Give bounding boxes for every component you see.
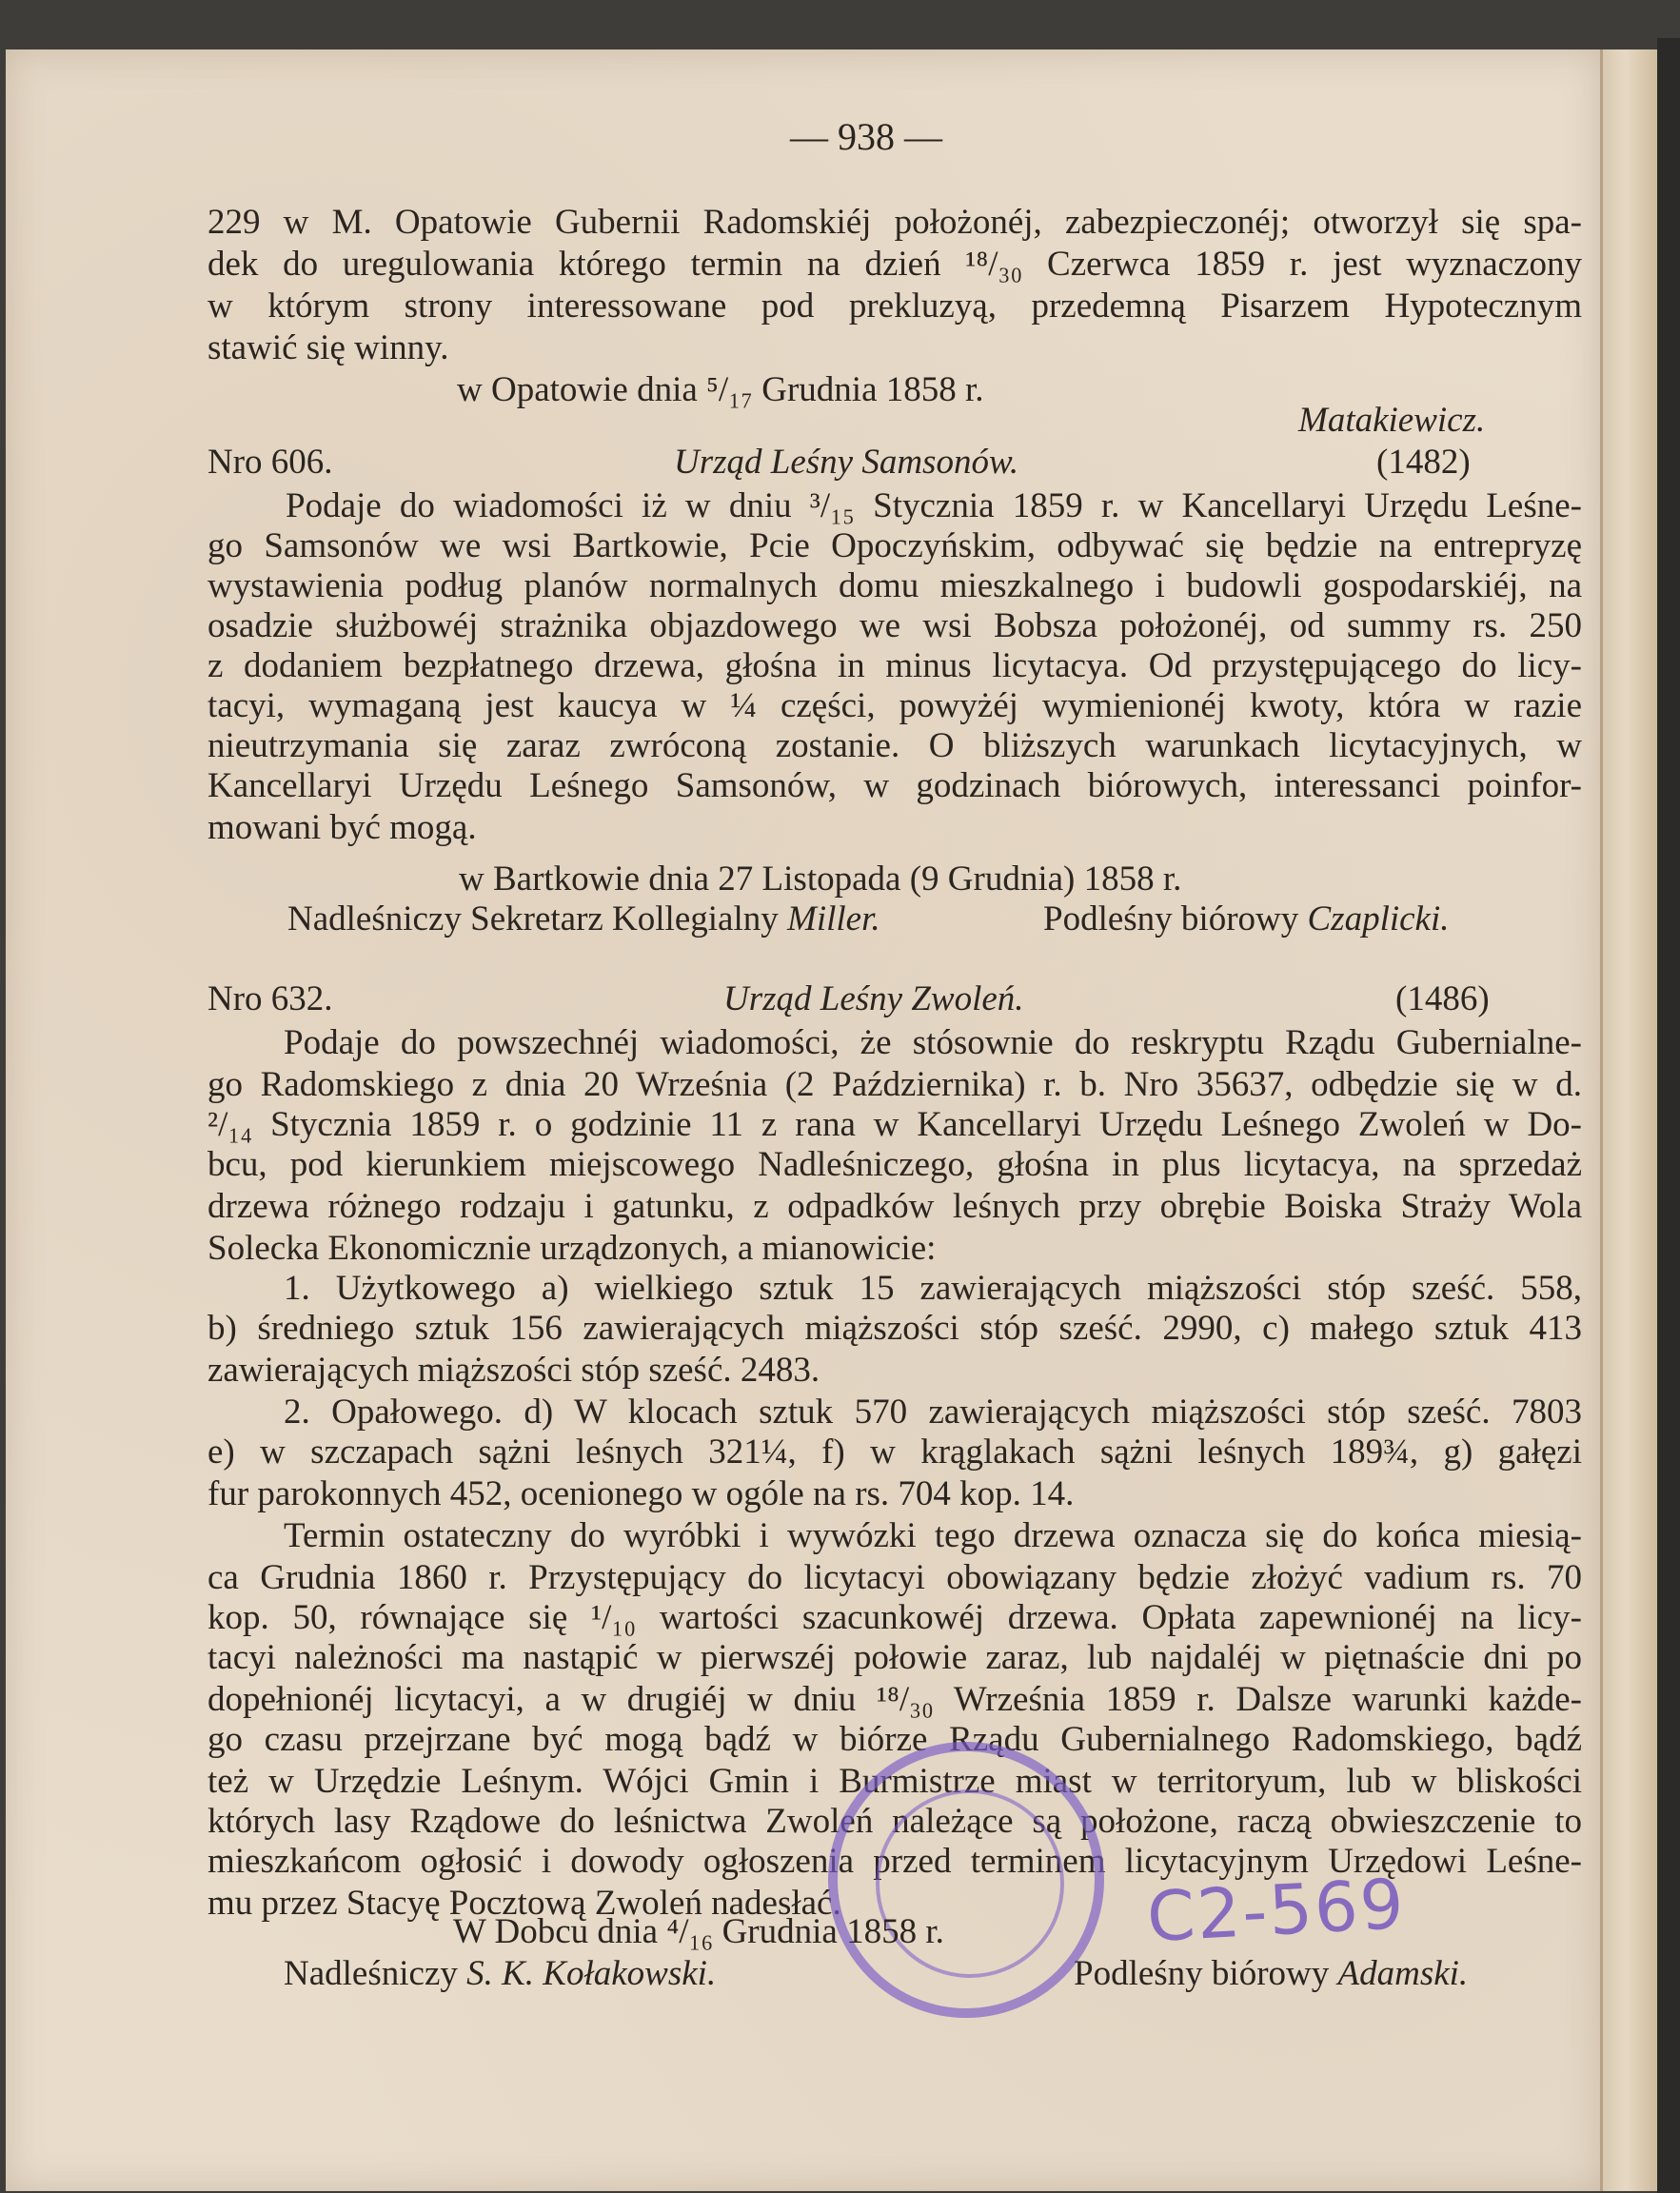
notice2-line: których lasy Rządowe do leśnictwa Zwoleń należące są położone, raczą obwieszczenie to bbox=[208, 1802, 1582, 1841]
notice1-signer-right-label: Podleśny biórowy bbox=[1043, 899, 1299, 938]
notice2-line: też w Urzędzie Leśnym. Wójci Gmin i Burmistrze miast w territoryum, lub w bliskości bbox=[208, 1762, 1582, 1801]
notice2-line: 1. Użytkowego a) wielkiego sztuk 15 zawierających miąższości stóp sześć. 558, bbox=[284, 1269, 1582, 1308]
notice2-line: mu przez Stacyę Pocztową Zwoleń nadesłać. bbox=[208, 1884, 841, 1923]
shelfmark: C2-569 bbox=[1144, 1863, 1408, 1958]
notice2-signer-right-label: Podleśny biórowy bbox=[1074, 1954, 1330, 1993]
notice2-line: kop. 50, równające się ¹/₁₀ wartości szacunkowéj drzewa. Opłata zapewnionéj na licy- bbox=[208, 1598, 1582, 1637]
notice2-number: Nro 632. bbox=[208, 979, 333, 1018]
intro-signature: Matakiewicz. bbox=[1298, 401, 1486, 440]
notice1-signer-left bbox=[287, 899, 880, 940]
notice1-ref: (1482) bbox=[1376, 443, 1471, 482]
notice1-line: wystawienia podług planów normalnych domu mieszkalnego i budowli gospodarskiéj, na bbox=[208, 566, 1582, 605]
notice1-office: Urząd Leśny Samsonów. bbox=[674, 443, 1019, 482]
notice1-line: mowani być mogą. bbox=[208, 808, 477, 847]
notice2-line: Termin ostateczny do wyróbki i wywózki tego drzewa oznacza się do końca miesią- bbox=[284, 1516, 1582, 1555]
intro-line: stawić się winny. bbox=[208, 328, 449, 367]
notice2-line: fur parokonnych 452, ocenionego w ogóle na rs. 704 kop. 14. bbox=[208, 1474, 1075, 1513]
notice2-signer-right bbox=[1074, 1953, 1468, 1995]
notice2-line: mieszkańcom ogłosić i dowody ogłoszenia przed terminem licytacyjnym Urzędowi Leśne- bbox=[208, 1842, 1582, 1881]
page-edge bbox=[1600, 49, 1660, 2191]
notice1-line: z dodaniem bezpłatnego drzewa, głośna in minus licytacya. Od przystępującego do licy- bbox=[208, 646, 1582, 685]
notice2-line: ²/₁₄ Stycznia 1859 r. o godzinie 11 z rana w Kancellaryi Urzędu Leśnego Zwoleń w Do- bbox=[208, 1105, 1582, 1144]
notice2-line: go Radomskiego z dnia 20 Września (2 Października) r. b. Nro 35637, odbędzie się w d. bbox=[208, 1065, 1582, 1104]
intro-place-date: w Opatowie dnia ⁵/₁₇ Grudnia 1858 r. bbox=[457, 370, 984, 409]
notice2-line: Podaje do powszechnéj wiadomości, że stósownie do reskryptu Rządu Gubernialne- bbox=[284, 1023, 1582, 1062]
notice2-place-date: W Dobcu dnia ⁴/₁₆ Grudnia 1858 r. bbox=[453, 1912, 944, 1951]
notice1-line: Kancellaryi Urzędu Leśnego Samsonów, w godzinach biórowych, interessanci poinfor- bbox=[208, 766, 1582, 805]
intro-line: 229 w M. Opatowie Gubernii Radomskiéj położonéj, zabezpieczonéj; otworzył się spa- bbox=[208, 203, 1582, 242]
notice2-line: ca Grudnia 1860 r. Przystępujący do licytacyi obowiązany będzie złożyć vadium rs. 70 bbox=[208, 1558, 1582, 1597]
notice2-ref: (1486) bbox=[1395, 979, 1490, 1018]
notice1-line: go Samsonów we wsi Bartkowie, Pcie Opoczyńskim, odbywać się będzie na entrepryzę bbox=[208, 526, 1582, 565]
notice2-line: tacyi należności ma nastąpić w pierwszéj połowie zaraz, lub najdaléj w piętnaście dni po bbox=[208, 1638, 1582, 1677]
page-number: — 938 — bbox=[790, 115, 942, 158]
notice2-line: b) średniego sztuk 156 zawierających miąższości stóp sześć. 2990, c) małego sztuk 413 bbox=[208, 1309, 1582, 1348]
notice2-office: Urząd Leśny Zwoleń. bbox=[723, 979, 1024, 1018]
notice2-line: drzewa różnego rodzaju i gatunku, z odpadków leśnych przy obrębie Boiska Straży Wola bbox=[208, 1187, 1582, 1226]
notice1-signer-left-name: Miller. bbox=[787, 899, 880, 938]
notice1-line: nieutrzymania się zaraz zwróconą zostanie. O bliższych warunkach licytacyjnych, w bbox=[208, 726, 1582, 765]
notice2-signer-left bbox=[284, 1953, 716, 1995]
notice1-line: osadzie służbowéj strażnika objazdowego we wsi Bobsza położonéj, od summy rs. 250 bbox=[208, 606, 1582, 645]
notice2-signer-left-name: S. K. Kołakowski. bbox=[466, 1954, 717, 1993]
notice2-line: 2. Opałowego. d) W klocach sztuk 570 zawierających miąższości stóp sześć. 7803 bbox=[284, 1393, 1582, 1432]
notice2-line: Solecka Ekonomicznie urządzonych, a mianowicie: bbox=[208, 1229, 937, 1268]
notice2-line: zawierających miąższości stóp sześć. 2483. bbox=[208, 1351, 820, 1390]
notice2-line: go czasu przejrzane być mogą bądź w biórze Rządu Gubernialnego Radomskiego, bądź bbox=[208, 1720, 1582, 1759]
notice1-number: Nro 606. bbox=[208, 443, 333, 482]
library-stamp bbox=[828, 1742, 1104, 2018]
notice1-signer-right bbox=[1043, 899, 1450, 940]
notice2-line: e) w szczapach sążni leśnych 321¼, f) w krąglakach sążni leśnych 189¾, g) gałęzi bbox=[208, 1432, 1582, 1472]
notice1-signer-left-label: Nadleśniczy Sekretarz Kollegialny bbox=[287, 899, 779, 938]
notice1-place-date: w Bartkowie dnia 27 Listopada (9 Grudnia) 1858 r. bbox=[459, 859, 1182, 899]
notice1-line: tacyi, wymaganą jest kaucya w ¼ części, powyżéj wymienionéj kwoty, która w razie bbox=[208, 686, 1582, 725]
intro-line: w którym strony interessowane pod prekluzyą, przedemną Pisarzem Hypotecznym bbox=[208, 286, 1582, 326]
notice2-line: dopełnionéj licytacyi, a w drugiéj w dniu ¹⁸/₃₀ Września 1859 r. Dalsze warunki każde- bbox=[208, 1680, 1582, 1719]
notice2-line: bcu, pod kierunkiem miejscowego Nadleśniczego, głośna in plus licytacya, na sprzedaż bbox=[208, 1145, 1582, 1184]
intro-line: dek do uregulowania którego termin na dzień ¹⁸/₃₀ Czerwca 1859 r. jest wyznaczony bbox=[208, 245, 1582, 284]
notice1-line: Podaje do wiadomości iż w dniu ³/₁₅ Stycznia 1859 r. w Kancellaryi Urzędu Leśne- bbox=[286, 486, 1582, 525]
notice2-signer-left-label: Nadleśniczy bbox=[284, 1954, 458, 1993]
scan-border bbox=[1657, 38, 1680, 2193]
notice1-signer-right-name: Czaplicki. bbox=[1307, 899, 1450, 938]
notice2-signer-right-name: Adamski. bbox=[1337, 1954, 1469, 1993]
